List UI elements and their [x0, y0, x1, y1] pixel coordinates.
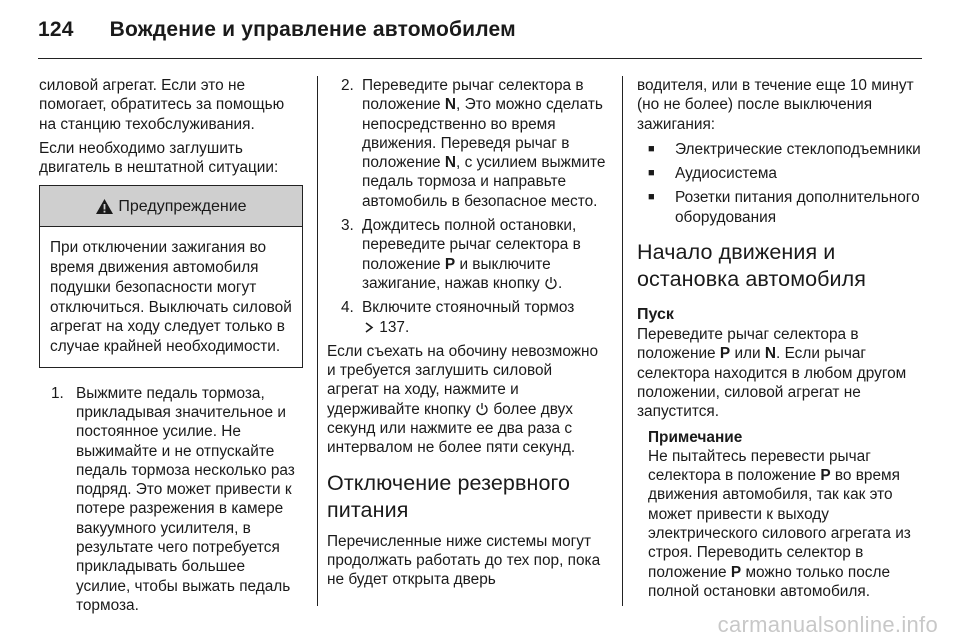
list-item: ■ Аудиосистема — [637, 164, 925, 183]
step-number: 2. — [341, 77, 354, 94]
intro-paragraph-1: силовой агрегат. Если это не помогает, обратитесь за помощью на станцию техобслуживания. — [39, 77, 285, 133]
page-reference-arrow-icon — [362, 321, 375, 334]
step-number: 4. — [341, 299, 354, 317]
bullet-icon: ■ — [648, 167, 655, 180]
backup-power-text: Перечисленные ниже системы могут продолжать работать до тех пор, пока не будет открыта дверь — [327, 532, 601, 589]
warning-box — [39, 185, 303, 367]
warning-title: Предупреждение — [118, 197, 247, 215]
column-3 — [637, 76, 925, 601]
bullet-icon: ■ — [648, 142, 655, 155]
section-title-backup-power: Отключение резервного питания — [327, 470, 571, 522]
page-header — [38, 14, 516, 46]
chapter-title: Вождение и управление автомобилем — [109, 18, 516, 41]
note-block — [637, 428, 925, 602]
column-2 — [327, 76, 606, 595]
step-number: 3. — [341, 217, 354, 235]
watermark: carmanualsonline.info — [717, 612, 938, 637]
gear-key-p: P — [719, 345, 731, 363]
note-text: Не пытайтесь перевести рычаг селектора в положение P во время движения автомобиля, так как это может привести к выходу электрического силового агрегата из строя. Переводить селектор в положение P можно только после полной остановки автомобиля. — [648, 447, 911, 600]
power-button-icon — [475, 402, 489, 416]
warning-header — [40, 186, 302, 227]
bullet-icon: ■ — [648, 191, 655, 204]
step-number: 1. — [51, 384, 64, 402]
note-title: Примечание — [648, 428, 743, 446]
list-item: ■ Розетки питания дополнительного оборудования — [637, 188, 925, 227]
emergency-paragraph: Если съехать на обочину невозможно и требуется заглушить силовой агрегат на ходу, нажмите и удерживайте кнопку более двух секунд или нажмите ее два раза с интервалом не более пяти секунд. — [327, 342, 599, 457]
step-4 — [327, 298, 606, 337]
column-1 — [39, 76, 303, 620]
step-3 — [327, 216, 606, 293]
systems-list — [637, 140, 925, 227]
steps-list-continued — [327, 76, 606, 337]
start-paragraph: Переведите рычаг селектора в положение P или N. Если рычаг селектора находится в любом другом положении, силовой агрегат не запустится. — [637, 326, 907, 421]
gear-key-n: N — [444, 96, 457, 114]
warning-text: При отключении зажигания во время движения автомобиля подушки безопасности могут отключиться. Выключать силовой агрегат на ходу следует только в случае крайней необходимости. — [50, 239, 292, 355]
column-divider-2 — [622, 76, 623, 606]
gear-key-n: N — [764, 345, 777, 363]
step-1 — [39, 384, 303, 616]
gear-key-n: N — [444, 154, 457, 172]
page-number: 124 — [38, 18, 74, 41]
step-text: Переведите рычаг селектора в положение N, Это можно сделать непосредственно во время движения. Переведя рычаг в положение N, с усилием выжмите педаль тормоза и направьте автомобиль в безопасное место. — [362, 77, 606, 210]
warning-icon — [95, 198, 114, 215]
header-divider — [38, 58, 922, 59]
gear-key-p: P — [820, 467, 831, 485]
list-item: ■ Электрические стеклоподъемники — [637, 140, 925, 159]
gear-key-p: P — [444, 255, 456, 273]
intro-paragraph-2: Если необходимо заглушить двигатель в нештатной ситуации: — [39, 139, 279, 177]
section-title-start-stop: Начало движения и остановка автомобиля — [637, 240, 867, 292]
step-text: Дождитесь полной остановки, переведите рычаг селектора в положение P и выключите зажигание, нажав кнопку . — [362, 217, 581, 292]
subsection-title-start: Пуск — [637, 306, 674, 324]
page-reference: 137. — [379, 318, 410, 336]
step-text: Выжмите педаль тормоза, прикладывая значительное и постоянное усилие. Не выжимайте и не отпускайте педаль тормоза несколько раз подряд. Это может привести к потере разрежения в камере вакуумного усилителя, в результате чего потребуется прикладывать большее усилие, чтобы выжать педаль тормоза. — [76, 384, 295, 614]
gear-key-p: P — [730, 563, 742, 581]
step-2 — [327, 76, 606, 211]
continued-text: водителя, или в течение еще 10 минут (но не более) после выключения зажигания: — [637, 77, 914, 133]
power-button-icon — [544, 276, 558, 290]
steps-list — [39, 384, 303, 616]
column-divider-1 — [317, 76, 318, 606]
step-text: Включите стояночный тормоз 137. — [362, 299, 575, 336]
